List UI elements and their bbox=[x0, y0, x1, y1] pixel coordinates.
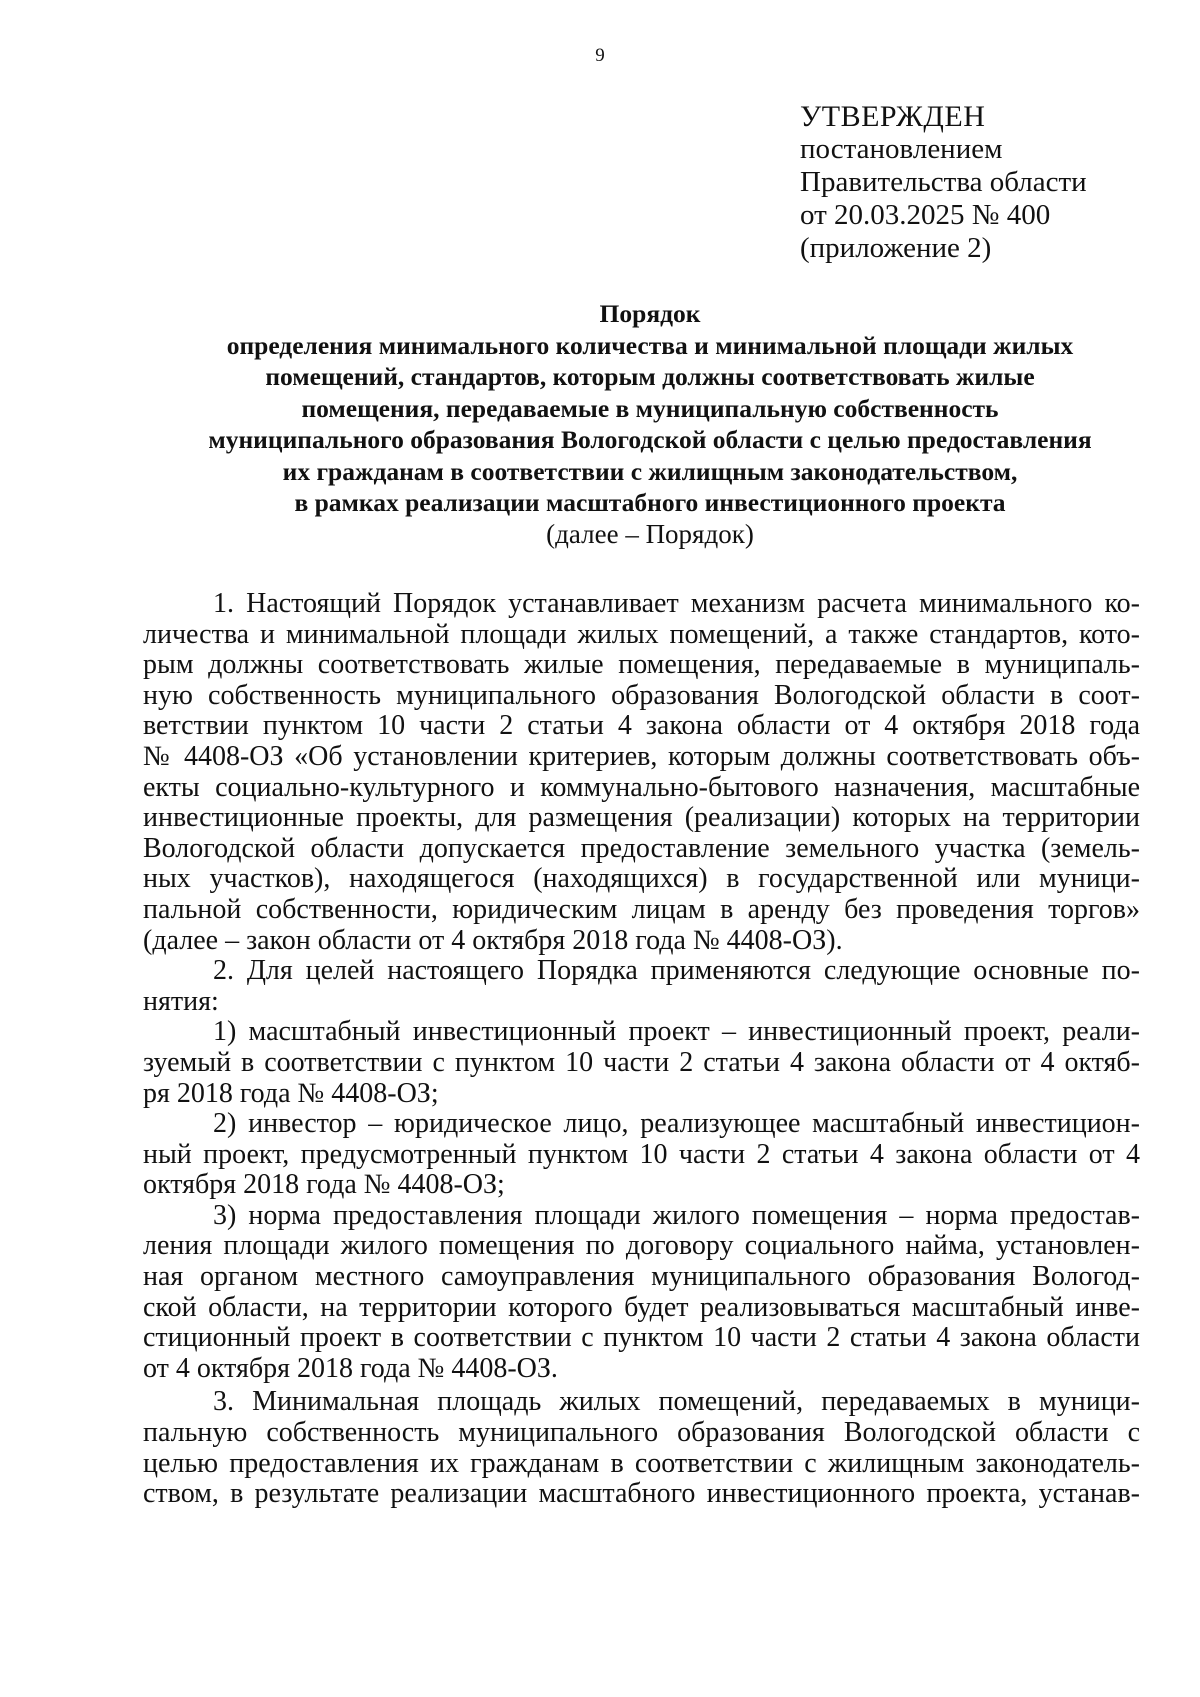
paragraph-line: нятия: bbox=[143, 985, 219, 1017]
paragraph-line: ных участков), находящегося (находящихся) в государственной или муници- bbox=[143, 863, 1140, 895]
title-subtitle-line: муниципального образования Вологодской области с целью предоставления bbox=[208, 425, 1092, 454]
paragraph-line: 3) норма предоставления площади жилого помещения – норма предостав- bbox=[213, 1199, 1140, 1231]
document-body bbox=[143, 589, 1140, 1510]
paragraph-line: рым должны соответствовать жилые помещения, передаваемые в муниципаль- bbox=[143, 649, 1140, 681]
paragraph-line: пальную собственность муниципального образования Вологодской области с bbox=[143, 1417, 1140, 1449]
title-heading: Порядок bbox=[599, 299, 701, 328]
paragraph-line: 2) инвестор – юридическое лицо, реализующее масштабный инвестицион- bbox=[213, 1108, 1140, 1140]
paragraph bbox=[143, 1017, 1140, 1109]
paragraph bbox=[143, 1387, 1140, 1509]
title-subtitle-line: помещения, передаваемые в муниципальную собственность bbox=[301, 393, 999, 423]
paragraph-line: инвестиционные проекты, для размещения (реализации) которых на территории bbox=[143, 802, 1140, 834]
paragraph-line: 1) масштабный инвестиционный проект – инвестиционный проект, реали- bbox=[213, 1016, 1140, 1048]
paragraph-line: ная органом местного самоуправления муниципального образования Вологод- bbox=[143, 1261, 1140, 1293]
paragraph bbox=[143, 589, 1140, 956]
paragraph-line: октября 2018 года № 4408-ОЗ; bbox=[143, 1169, 505, 1201]
paragraph-line: целью предоставления их гражданам в соответствии с жилищным законодатель- bbox=[143, 1447, 1140, 1479]
paragraph-line: 3. Минимальная площадь жилых помещений, передаваемых в муници- bbox=[213, 1386, 1140, 1418]
approval-line: (приложение 2) bbox=[800, 232, 992, 264]
paragraph-line: ления площади жилого помещения по договору социального найма, установлен- bbox=[143, 1230, 1140, 1262]
title-short-name: (далее – Порядок) bbox=[546, 518, 754, 549]
paragraph-line: личества и минимальной площади жилых помещений, а также стандартов, кото- bbox=[143, 618, 1140, 650]
title-subtitle-line: в рамках реализации масштабного инвестиционного проекта bbox=[294, 488, 1006, 517]
paragraph-line: стиционный проект в соответствии с пунктом 10 части 2 статьи 4 закона области bbox=[143, 1322, 1140, 1354]
paragraph-line: зуемый в соответствии с пунктом 10 части 2 статьи 4 закона области от 4 октяб- bbox=[143, 1046, 1140, 1078]
paragraph bbox=[143, 1109, 1140, 1201]
approval-line: от 20.03.2025 № 400 bbox=[800, 199, 1051, 231]
paragraph-line: ветствии пунктом 10 части 2 статьи 4 закона области от 4 октября 2018 года bbox=[143, 710, 1140, 742]
title-subtitle-line: помещений, стандартов, которым должны соответствовать жилые bbox=[265, 362, 1035, 391]
page-number: 9 bbox=[595, 45, 605, 66]
paragraph-line: от 4 октября 2018 года № 4408-ОЗ. bbox=[143, 1352, 558, 1384]
paragraph-line: пальной собственности, юридическим лицам в аренду без проведения торгов» bbox=[143, 893, 1140, 925]
title-subtitle-line: их гражданам в соответствии с жилищным законодательством, bbox=[282, 456, 1018, 486]
approval-line: Правительства области bbox=[800, 166, 1087, 198]
paragraph-line: № 4408-ОЗ «Об установлении критериев, которым должны соответствовать объ- bbox=[143, 740, 1140, 772]
paragraph-line: Вологодской области допускается предоставление земельного участка (земель- bbox=[143, 832, 1140, 864]
paragraph-line: 1. Настоящий Порядок устанавливает механизм расчета минимального ко- bbox=[213, 588, 1140, 619]
paragraph bbox=[143, 1201, 1140, 1385]
paragraph-line: ря 2018 года № 4408-ОЗ; bbox=[143, 1077, 439, 1109]
paragraph-line: ную собственность муниципального образования Вологодской области в соот- bbox=[143, 679, 1140, 711]
paragraph-line: ный проект, предусмотренный пунктом 10 части 2 статьи 4 закона области от 4 bbox=[143, 1138, 1140, 1170]
paragraph-line: ской области, на территории которого будет реализовываться масштабный инве- bbox=[143, 1291, 1140, 1323]
paragraph-line: (далее – закон области от 4 октября 2018 года № 4408-ОЗ). bbox=[143, 924, 843, 956]
approval-line: постановлением bbox=[800, 133, 1003, 165]
paragraph-line: 2. Для целей настоящего Порядка применяются следующие основные по- bbox=[213, 955, 1140, 987]
title-subtitle-line: определения минимального количества и минимальной площади жилых bbox=[226, 330, 1074, 360]
approval-stamp bbox=[800, 100, 1087, 265]
paragraph bbox=[143, 956, 1140, 1017]
paragraph-line: ством, в результате реализации масштабного инвестиционного проекта, устанав- bbox=[143, 1478, 1140, 1510]
document-title bbox=[100, 298, 1200, 550]
approval-line: УТВЕРЖДЕН bbox=[800, 100, 986, 133]
paragraph-line: екты социально-культурного и коммунально-бытового назначения, масштабные bbox=[143, 771, 1140, 803]
